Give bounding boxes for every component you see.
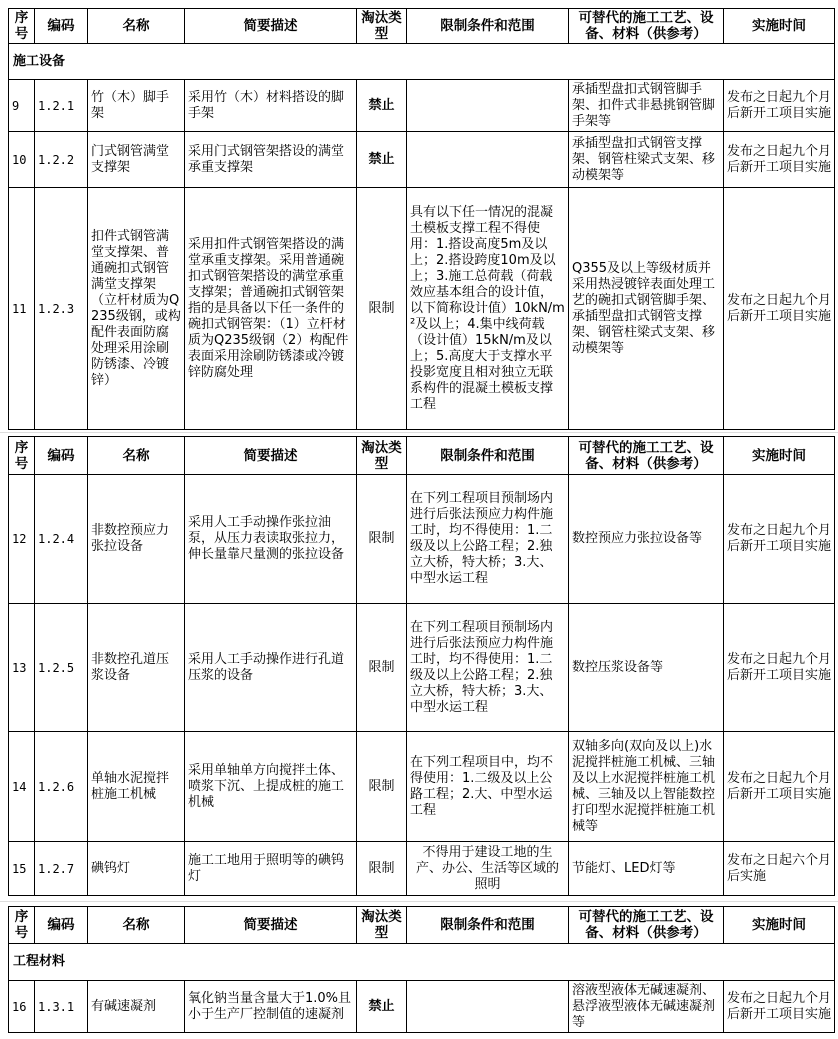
header-limit: 限制条件和范围 [407, 9, 569, 44]
regulation-table-1 [8, 8, 835, 430]
header-row [9, 437, 835, 475]
cell-limit [407, 132, 569, 188]
header-row [9, 907, 835, 944]
header-alt: 可替代的施工工艺、设备、材料（供参考） [569, 907, 724, 944]
cell-name: 单轴水泥搅拌桩施工机械 [88, 732, 185, 842]
cell-desc: 施工工地用于照明等的碘钨灯 [185, 842, 357, 896]
header-time: 实施时间 [724, 907, 835, 944]
section-title: 工程材料 [9, 944, 835, 981]
cell-name: 门式钢管满堂支撑架 [88, 132, 185, 188]
cell-alt: 承插型盘扣式钢管脚手架、扣件式非悬挑钢管脚手架等 [569, 80, 724, 132]
header-alt: 可替代的施工工艺、设备、材料（供参考） [569, 9, 724, 44]
page-break [0, 901, 838, 902]
cell-limit: 在下列工程项目预制场内进行后张法预应力构件施工时，均不得使用：1.二级及以上公路工程；2.独立大桥，特大桥；3.大、中型水运工程 [407, 604, 569, 732]
cell-code: 1.2.1 [35, 80, 88, 132]
cell-type: 禁止 [357, 80, 407, 132]
cell-code: 1.2.4 [35, 475, 88, 604]
cell-type: 禁止 [357, 981, 407, 1033]
cell-desc: 采用人工手动操作进行孔道压浆的设备 [185, 604, 357, 732]
cell-limit: 具有以下任一情况的混凝土模板支撑工程不得使用：1.搭设高度5m及以上；2.搭设跨度10m及以上；3.施工总荷载（荷载效应基本组合的设计值，以下简称设计值）10kN/m²及以上；4.集中线荷载（设计值）15kN/m及以上；5.高度大于支撑水平投影宽度且相对独立无联系构件的混凝土模板支撑工程 [407, 188, 569, 430]
cell-code: 1.2.2 [35, 132, 88, 188]
cell-time: 发布之日起九个月后新开工项目实施 [724, 732, 835, 842]
header-seq: 序号 [9, 437, 35, 475]
header-seq: 序号 [9, 907, 35, 944]
cell-alt: 承插型盘扣式钢管支撑架、钢管柱梁式支架、移动模架等 [569, 132, 724, 188]
cell-code: 1.2.5 [35, 604, 88, 732]
table-row [9, 475, 835, 604]
cell-seq: 12 [9, 475, 35, 604]
header-name: 名称 [88, 907, 185, 944]
cell-name: 竹（木）脚手架 [88, 80, 185, 132]
table-row [9, 604, 835, 732]
cell-code: 1.2.3 [35, 188, 88, 430]
header-seq: 序号 [9, 9, 35, 44]
cell-limit [407, 80, 569, 132]
cell-time: 发布之日起九个月后新开工项目实施 [724, 604, 835, 732]
header-code: 编码 [35, 907, 88, 944]
cell-type: 禁止 [357, 132, 407, 188]
table-row [9, 981, 835, 1033]
cell-time: 发布之日起九个月后新开工项目实施 [724, 981, 835, 1033]
header-type: 淘汰类型 [357, 9, 407, 44]
table-row [9, 188, 835, 430]
header-type: 淘汰类型 [357, 437, 407, 475]
cell-name: 扣件式钢管满堂支撑架、普通碗扣式钢管满堂支撑架（立杆材质为Q235级钢，或构配件表面防腐处理采用涂刷防锈漆、冷镀锌） [88, 188, 185, 430]
table-row [9, 80, 835, 132]
page-break [0, 432, 838, 433]
cell-code: 1.3.1 [35, 981, 88, 1033]
cell-seq: 9 [9, 80, 35, 132]
cell-time: 发布之日起九个月后新开工项目实施 [724, 80, 835, 132]
header-name: 名称 [88, 437, 185, 475]
cell-type: 限制 [357, 732, 407, 842]
cell-seq: 10 [9, 132, 35, 188]
cell-code: 1.2.6 [35, 732, 88, 842]
cell-seq: 16 [9, 981, 35, 1033]
cell-seq: 15 [9, 842, 35, 896]
cell-desc: 采用扣件式钢管架搭设的满堂承重支撑架。采用普通碗扣式钢管架搭设的满堂承重支撑架；普通碗扣式钢管架指的是具备以下任一条件的碗扣式钢管架：（1）立杆材质为Q235级钢（2）构配件表面采用涂刷防锈漆或冷镀锌防腐处理 [185, 188, 357, 430]
cell-desc: 采用单轴单方向搅拌土体、喷浆下沉、上提成桩的施工机械 [185, 732, 357, 842]
header-time: 实施时间 [724, 9, 835, 44]
cell-code: 1.2.7 [35, 842, 88, 896]
header-limit: 限制条件和范围 [407, 907, 569, 944]
cell-seq: 11 [9, 188, 35, 430]
header-desc: 简要描述 [185, 9, 357, 44]
header-desc: 简要描述 [185, 437, 357, 475]
section-row [9, 944, 835, 981]
cell-name: 非数控孔道压浆设备 [88, 604, 185, 732]
cell-name: 非数控预应力张拉设备 [88, 475, 185, 604]
cell-desc: 采用门式钢管架搭设的满堂承重支撑架 [185, 132, 357, 188]
cell-seq: 13 [9, 604, 35, 732]
cell-alt: Q355及以上等级材质并采用热浸镀锌表面处理工艺的碗扣式钢管脚手架、承插型盘扣式钢管支撑架、钢管柱梁式支架、移动模架等 [569, 188, 724, 430]
cell-name: 有碱速凝剂 [88, 981, 185, 1033]
cell-time: 发布之日起九个月后新开工项目实施 [724, 188, 835, 430]
table-row [9, 842, 835, 896]
cell-seq: 14 [9, 732, 35, 842]
header-limit: 限制条件和范围 [407, 437, 569, 475]
cell-limit [407, 981, 569, 1033]
section-title: 施工设备 [9, 44, 835, 80]
cell-alt: 溶液型液体无碱速凝剂、悬浮液型液体无碱速凝剂等 [569, 981, 724, 1033]
cell-limit: 在下列工程项目中，均不得使用：1.二级及以上公路工程；2.大、中型水运工程 [407, 732, 569, 842]
section-row [9, 44, 835, 80]
header-row [9, 9, 835, 44]
cell-time: 发布之日起九个月后新开工项目实施 [724, 475, 835, 604]
table-row [9, 732, 835, 842]
cell-alt: 数控压浆设备等 [569, 604, 724, 732]
cell-name: 碘钨灯 [88, 842, 185, 896]
header-code: 编码 [35, 437, 88, 475]
cell-time: 发布之日起六个月后实施 [724, 842, 835, 896]
cell-desc: 采用人工手动操作张拉油泵，从压力表读取张拉力，伸长量靠尺量测的张拉设备 [185, 475, 357, 604]
cell-desc: 采用竹（木）材料搭设的脚手架 [185, 80, 357, 132]
table-row [9, 132, 835, 188]
regulation-table-3 [8, 906, 835, 1033]
cell-type: 限制 [357, 475, 407, 604]
cell-time: 发布之日起九个月后新开工项目实施 [724, 132, 835, 188]
header-time: 实施时间 [724, 437, 835, 475]
header-code: 编码 [35, 9, 88, 44]
cell-limit: 不得用于建设工地的生产、办公、生活等区域的照明 [407, 842, 569, 896]
cell-desc: 氧化钠当量含量大于1.0%且小于生产厂控制值的速凝剂 [185, 981, 357, 1033]
cell-alt: 数控预应力张拉设备等 [569, 475, 724, 604]
cell-alt: 双轴多向(双向及以上)水泥搅拌桩施工机械、三轴及以上水泥搅拌桩施工机械、三轴及以上智能数控打印型水泥搅拌桩施工机械等 [569, 732, 724, 842]
header-alt: 可替代的施工工艺、设备、材料（供参考） [569, 437, 724, 475]
header-desc: 简要描述 [185, 907, 357, 944]
regulation-table-2 [8, 436, 835, 896]
cell-type: 限制 [357, 188, 407, 430]
cell-limit: 在下列工程项目预制场内进行后张法预应力构件施工时，均不得使用：1.二级及以上公路工程；2.独立大桥，特大桥；3.大、中型水运工程 [407, 475, 569, 604]
cell-type: 限制 [357, 604, 407, 732]
cell-alt: 节能灯、LED灯等 [569, 842, 724, 896]
header-type: 淘汰类型 [357, 907, 407, 944]
cell-type: 限制 [357, 842, 407, 896]
header-name: 名称 [88, 9, 185, 44]
